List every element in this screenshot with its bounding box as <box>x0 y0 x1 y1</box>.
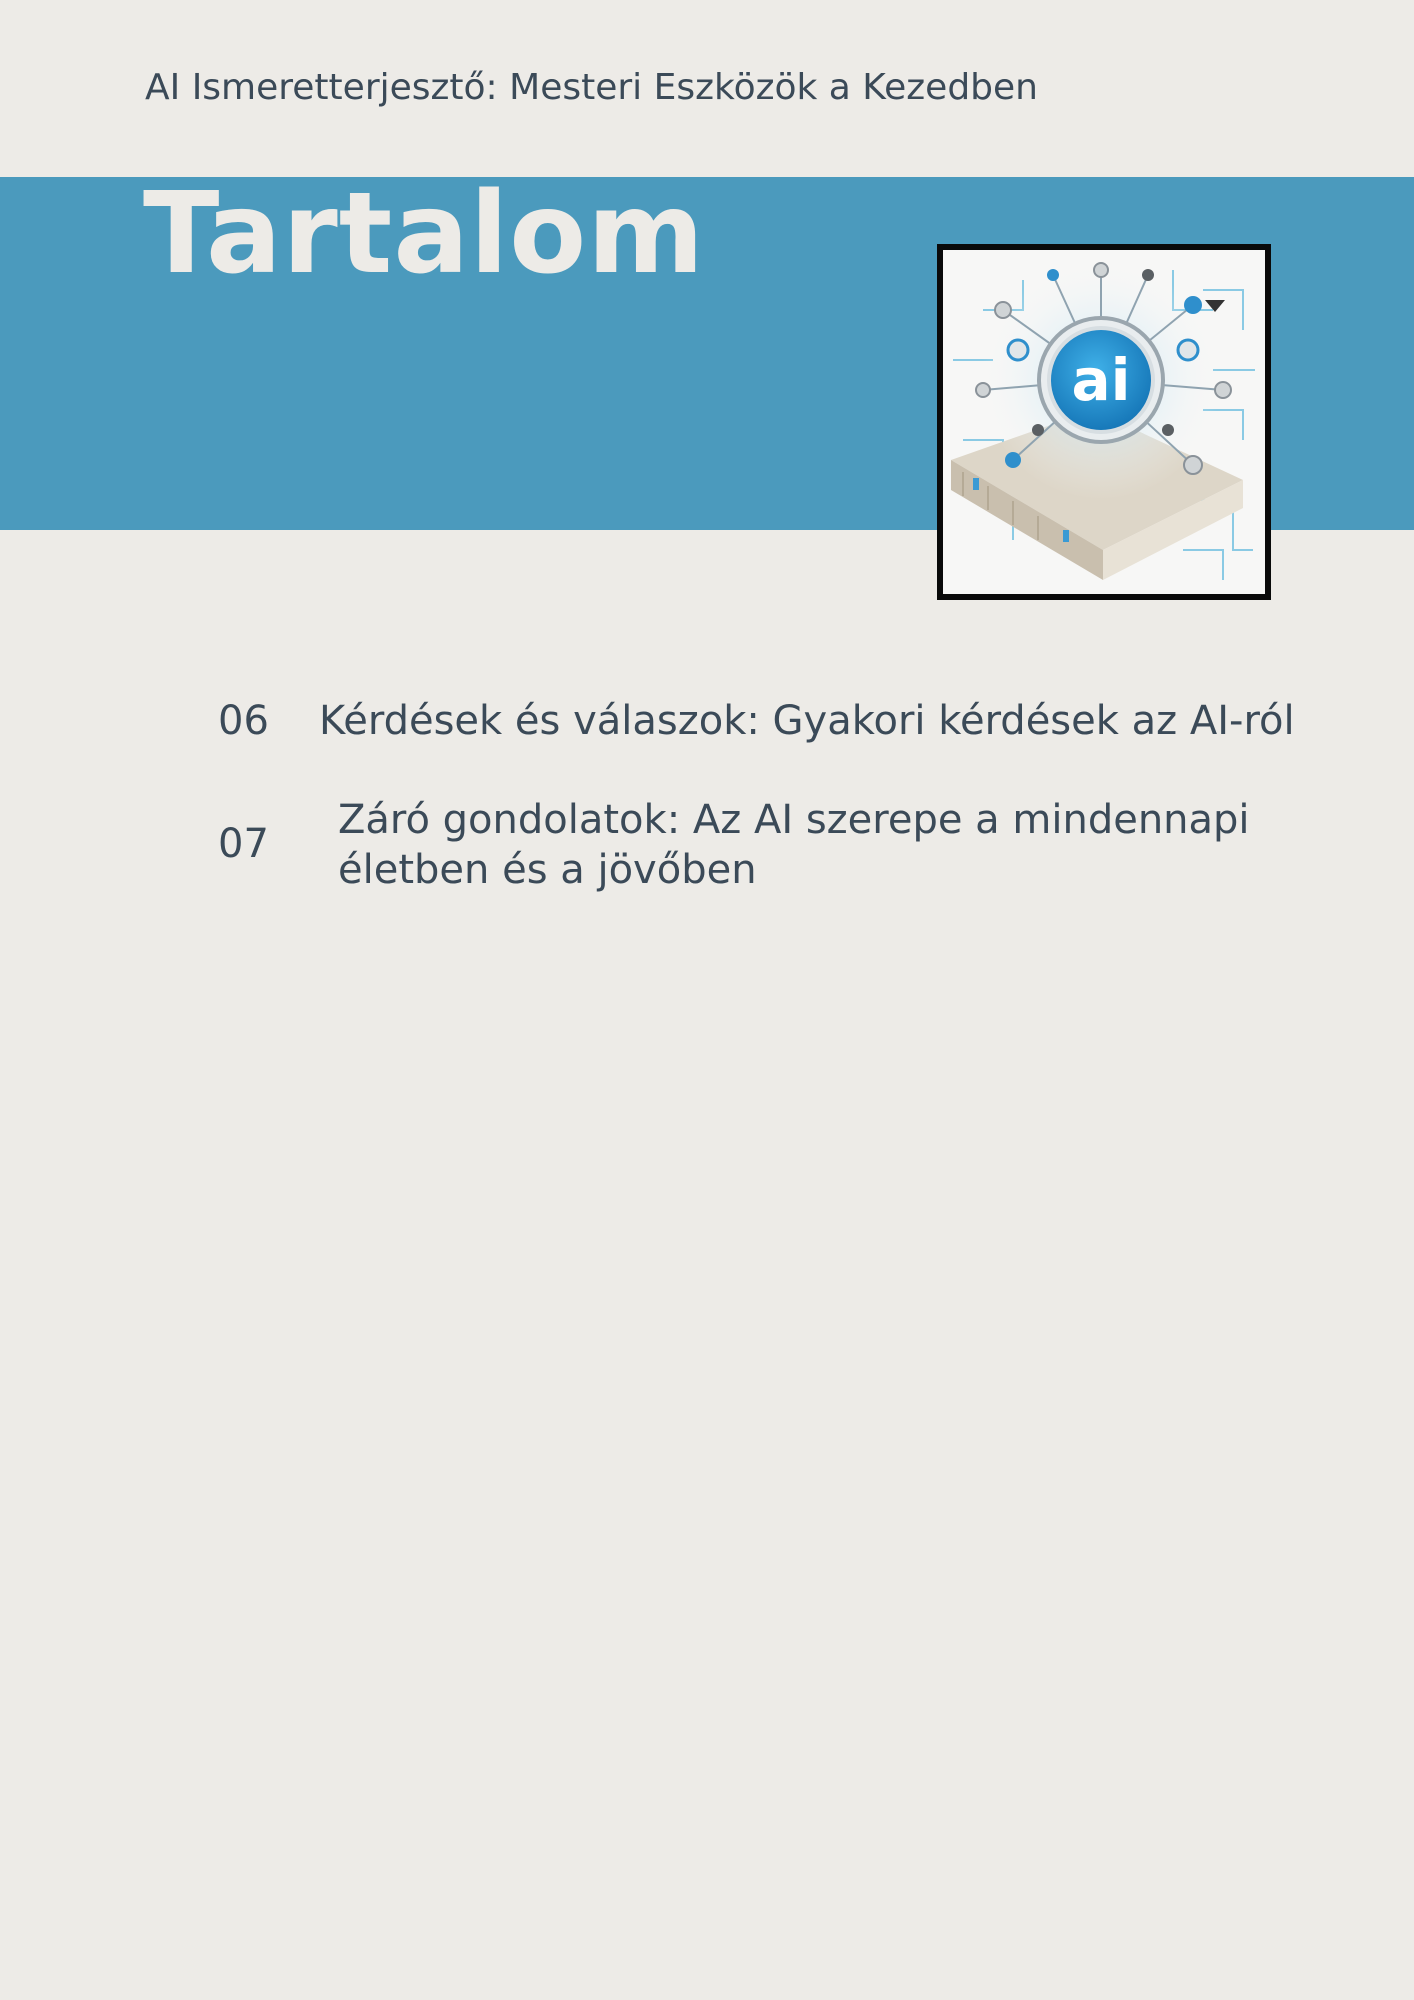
toc-item-number: 07 <box>218 821 269 867</box>
ai-book-illustration-icon <box>943 250 1265 594</box>
page-title: Tartalom <box>143 169 705 299</box>
toc-item-label[interactable] <box>338 795 1258 895</box>
ai-badge-text: ai <box>1071 346 1131 414</box>
toc-item-label-line: életben és a jövőben <box>338 847 757 893</box>
toc-item-number: 06 <box>218 698 269 744</box>
cover-image <box>937 244 1271 600</box>
toc-item-label[interactable]: Kérdések és válaszok: Gyakori kérdések az AI-ról <box>319 698 1295 744</box>
document-header: AI Ismeretterjesztő: Mesteri Eszközök a Kezedben <box>145 67 1038 108</box>
toc-item-label-line: Záró gondolatok: Az AI szerepe a mindennapi <box>338 797 1250 843</box>
